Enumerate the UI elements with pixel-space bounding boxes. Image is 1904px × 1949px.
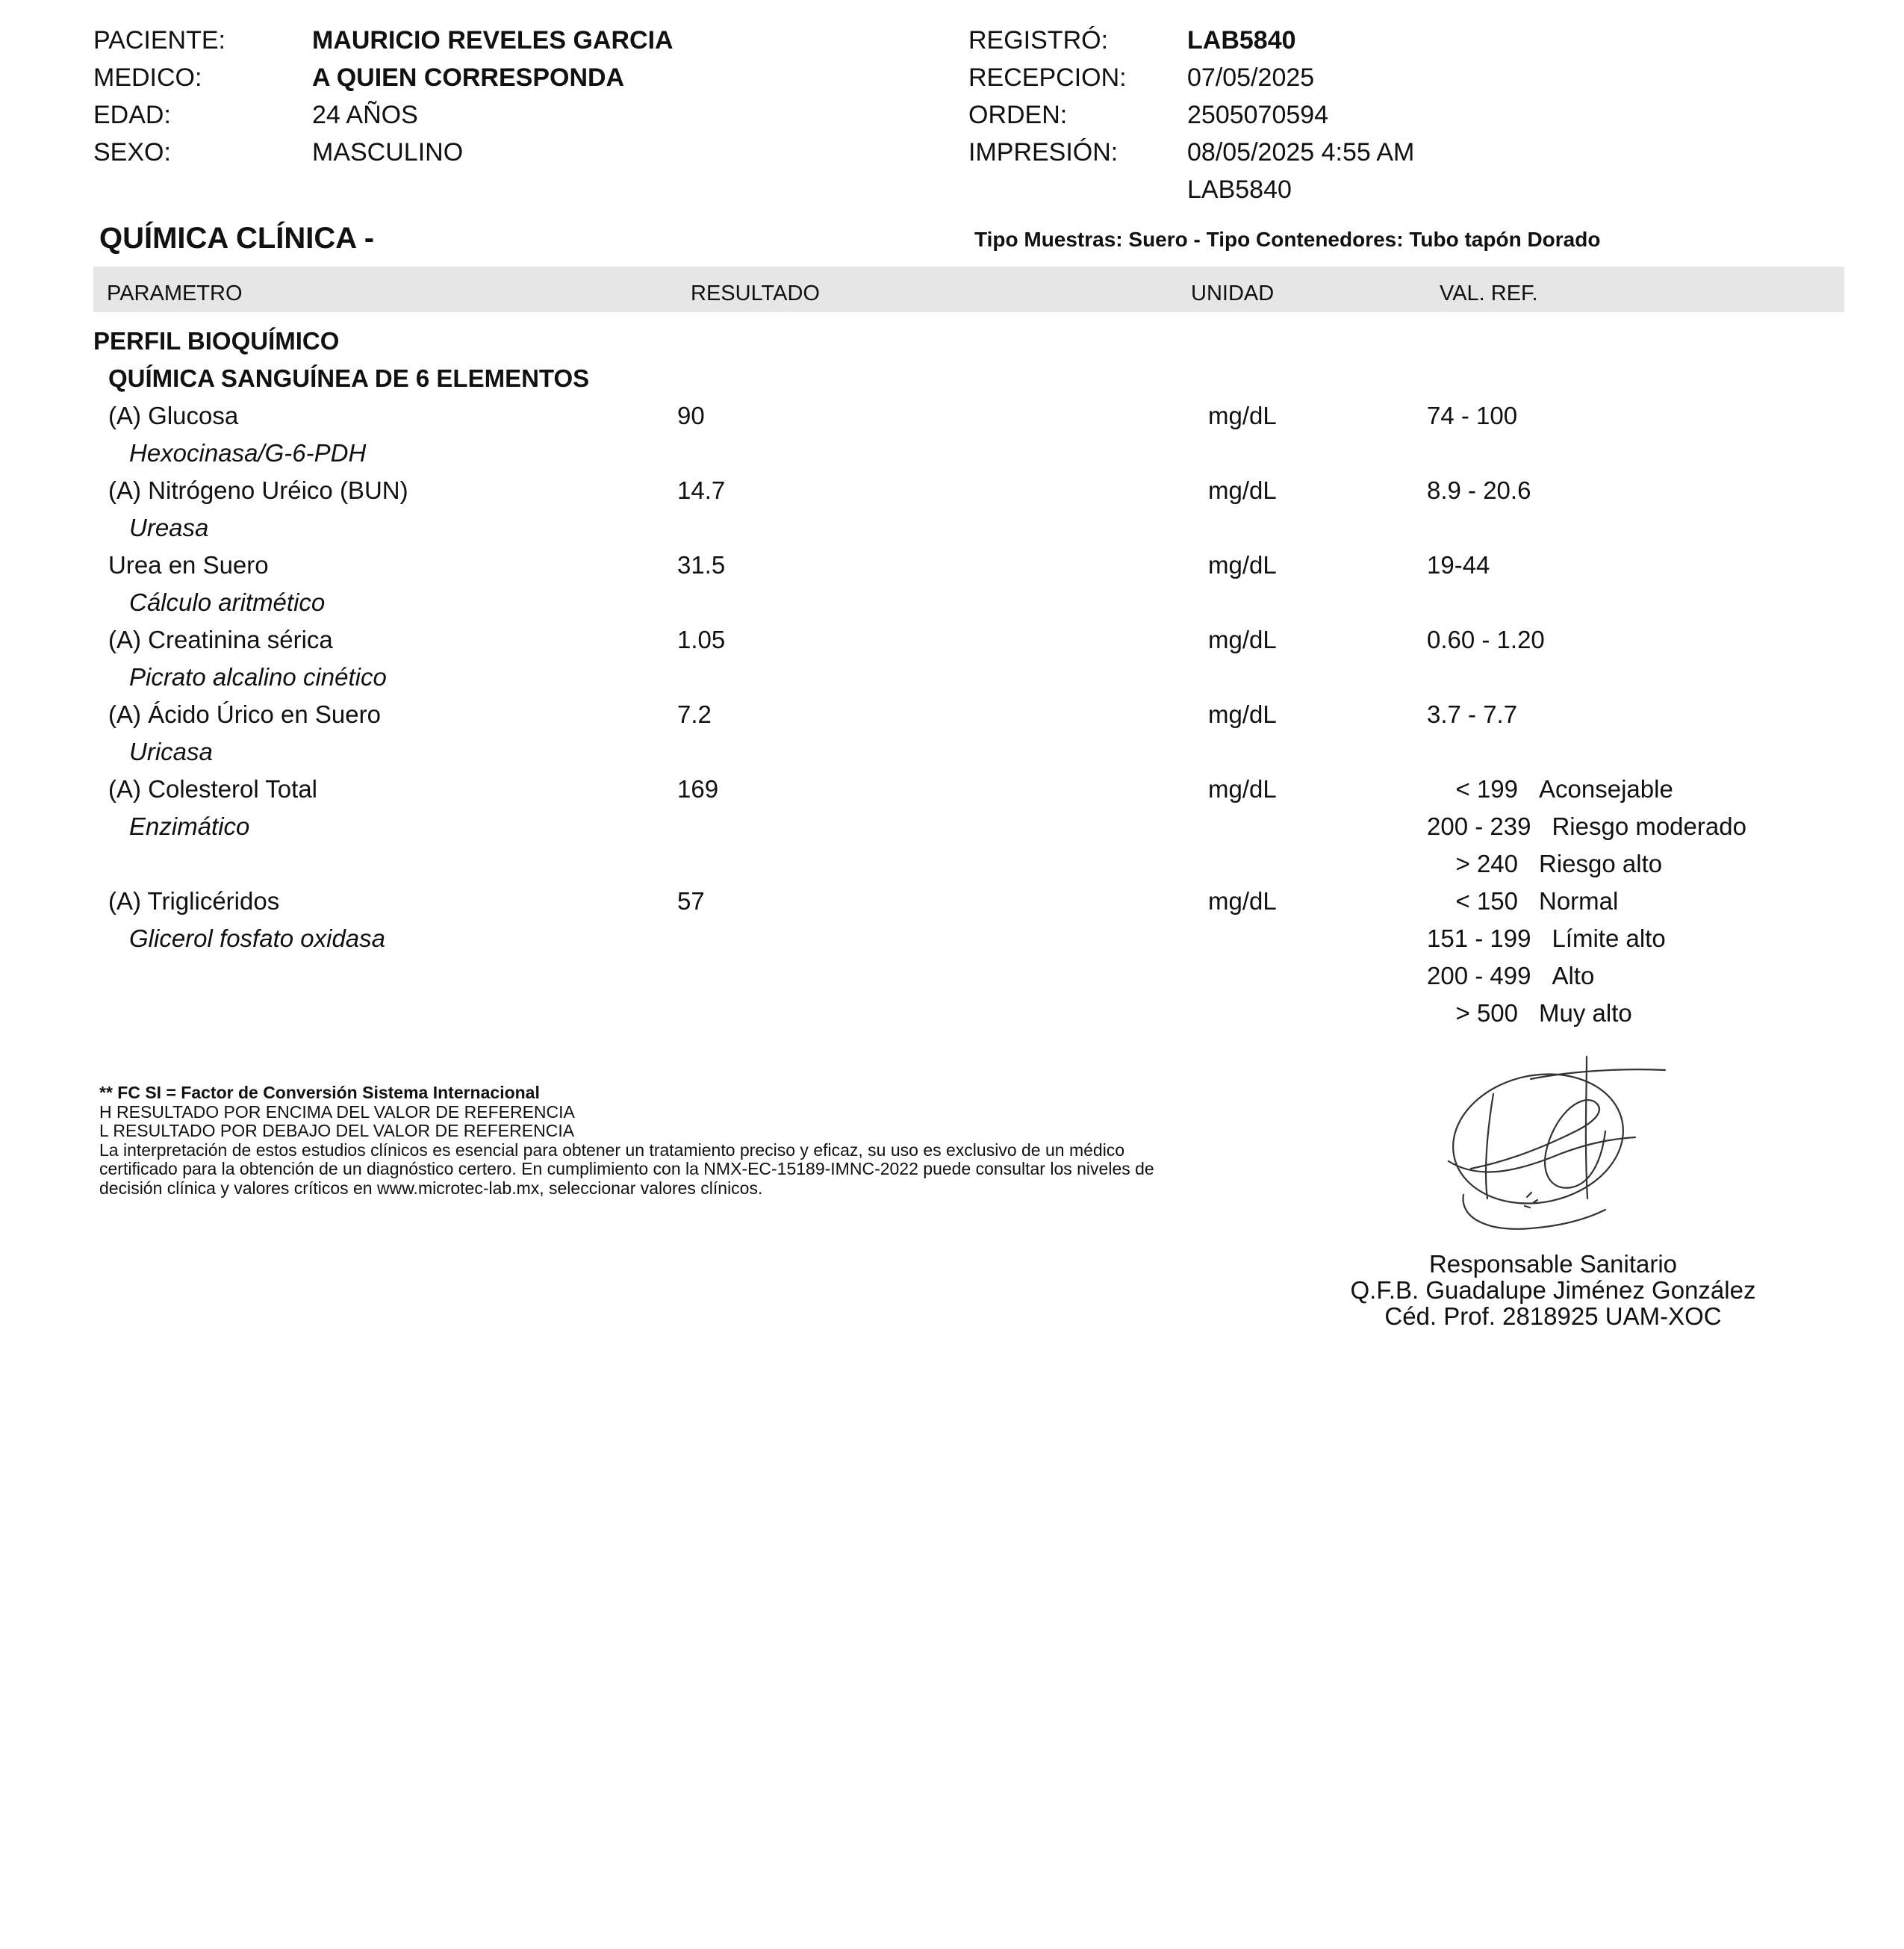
col-unidad: UNIDAD [1191, 282, 1275, 305]
ref-label: Riesgo moderado [1552, 812, 1746, 840]
param-name: Urea en Suero [108, 551, 269, 579]
ref-range [1427, 850, 1662, 878]
notes-line: decisión clínica y valores críticos en www.microtec-lab.mx, seleccionar valores clínicos. [99, 1178, 763, 1198]
ref-range [1427, 887, 1618, 916]
notes-title: ** FC SI = Factor de Conversión Sistema Internacional [99, 1083, 540, 1102]
param-result: 57 [677, 887, 705, 915]
order-value: 2505070594 [1187, 101, 1329, 129]
ref-op: 200 - 239 [1427, 812, 1531, 840]
param-name: (A) Creatinina sérica [108, 626, 333, 653]
param-method: Picrato alcalino cinético [129, 663, 387, 691]
param-unit: mg/dL [1208, 626, 1277, 653]
sex-value: MASCULINO [312, 138, 464, 167]
ref-range [1427, 812, 1746, 841]
patient-label: PACIENTE: [93, 26, 225, 55]
ref-range [1427, 999, 1632, 1028]
param-result: 1.05 [677, 626, 726, 653]
ref-op: > 240 [1455, 850, 1518, 877]
section-title: QUÍMICA CLÍNICA - [99, 222, 375, 255]
print-value: 08/05/2025 4:55 AM [1187, 138, 1415, 167]
param-name: (A) Nitrógeno Uréico (BUN) [108, 476, 408, 504]
ref-op: 200 - 499 [1427, 962, 1531, 989]
param-method: Enzimático [129, 812, 250, 840]
param-result: 31.5 [677, 551, 726, 579]
col-parametro: PARAMETRO [107, 282, 243, 305]
ref-op: < 150 [1455, 887, 1518, 915]
param-result: 7.2 [677, 700, 712, 728]
param-method: Cálculo aritmético [129, 588, 326, 616]
reception-value: 07/05/2025 [1187, 63, 1315, 92]
age-label: EDAD: [93, 101, 171, 129]
doctor-label: MEDICO: [93, 63, 202, 92]
notes-line: La interpretación de estos estudios clínicos es esencial para obtener un tratamiento preciso y eficaz, su uso es exclusivo de un médico [99, 1140, 1125, 1160]
param-ref: 0.60 - 1.20 [1427, 626, 1545, 653]
param-method: Glicerol fosfato oxidasa [129, 924, 386, 952]
signature-role: Responsable Sanitario [1428, 1250, 1678, 1278]
param-unit: mg/dL [1208, 775, 1277, 803]
param-unit: mg/dL [1208, 402, 1277, 429]
param-name: (A) Glucosa [108, 402, 239, 429]
registered-value: LAB5840 [1187, 26, 1296, 55]
notes-line: L RESULTADO POR DEBAJO DEL VALOR DE REFERENCIA [99, 1121, 575, 1140]
ref-op: < 199 [1455, 775, 1518, 803]
print-label: IMPRESIÓN: [968, 138, 1119, 167]
signature-name: Q.F.B. Guadalupe Jiménez González [1350, 1276, 1756, 1304]
subgroup-heading: QUÍMICA SANGUÍNEA DE 6 ELEMENTOS [108, 364, 590, 392]
param-unit: mg/dL [1208, 700, 1277, 728]
param-result: 14.7 [677, 476, 726, 504]
lab-code-value: LAB5840 [1187, 175, 1292, 204]
param-result: 90 [677, 402, 705, 429]
col-resultado: RESULTADO [691, 282, 820, 305]
param-method: Hexocinasa/G-6-PDH [129, 439, 367, 467]
ref-label: Alto [1552, 962, 1595, 989]
ref-op: > 500 [1455, 999, 1518, 1027]
param-method: Ureasa [129, 514, 209, 541]
param-ref: 19-44 [1427, 551, 1490, 579]
notes-line: H RESULTADO POR ENCIMA DEL VALOR DE REFERENCIA [99, 1101, 575, 1122]
ref-range [1427, 924, 1666, 953]
ref-range [1427, 775, 1673, 803]
order-label: ORDEN: [968, 101, 1068, 129]
ref-op: 151 - 199 [1427, 924, 1531, 952]
notes-line: certificado para la obtención de un diagnóstico certero. En cumplimiento con la NMX-EC-15189-IMNC-2022 puede consultar los niveles de [99, 1159, 1154, 1178]
sample-info: Tipo Muestras: Suero - Tipo Contenedores: Tubo tapón Dorado [974, 228, 1601, 251]
param-ref: 8.9 - 20.6 [1427, 476, 1531, 504]
group-heading: PERFIL BIOQUÍMICO [93, 327, 340, 355]
param-result: 169 [677, 775, 719, 803]
param-name: (A) Ácido Úrico en Suero [108, 700, 381, 728]
ref-label: Límite alto [1552, 924, 1666, 952]
signature-license: Céd. Prof. 2818925 UAM-XOC [1384, 1302, 1722, 1330]
patient-value: MAURICIO REVELES GARCIA [312, 26, 673, 55]
ref-label: Muy alto [1539, 999, 1632, 1027]
table-header [93, 267, 1844, 312]
signature-image [1441, 1049, 1673, 1243]
signature-block [1329, 1251, 1777, 1329]
param-name: (A) Colesterol Total [108, 775, 318, 803]
footnotes [99, 1084, 1264, 1198]
param-unit: mg/dL [1208, 476, 1277, 504]
param-unit: mg/dL [1208, 887, 1277, 915]
param-ref: 74 - 100 [1427, 402, 1518, 429]
ref-label: Normal [1539, 887, 1619, 915]
reception-label: RECEPCION: [968, 63, 1127, 92]
sex-label: SEXO: [93, 138, 171, 167]
param-ref: 3.7 - 7.7 [1427, 700, 1518, 728]
param-unit: mg/dL [1208, 551, 1277, 579]
age-value: 24 AÑOS [312, 101, 418, 129]
ref-label: Riesgo alto [1539, 850, 1663, 877]
ref-label: Aconsejable [1539, 775, 1673, 803]
col-val-ref: VAL. REF. [1440, 282, 1538, 305]
ref-range [1427, 962, 1594, 990]
registered-label: REGISTRÓ: [968, 26, 1109, 55]
param-name: (A) Triglicéridos [108, 887, 280, 915]
doctor-value: A QUIEN CORRESPONDA [312, 63, 625, 92]
param-method: Uricasa [129, 738, 213, 765]
